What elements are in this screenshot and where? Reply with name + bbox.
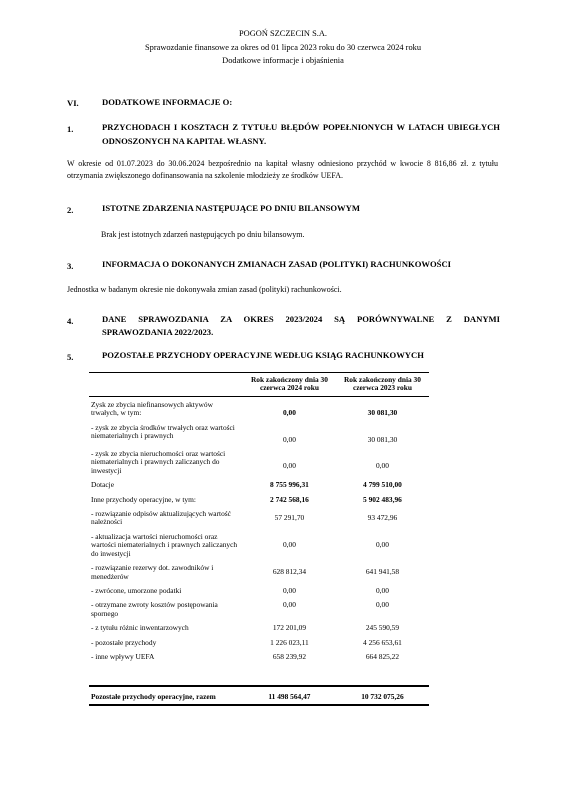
company-name: POGOŃ SZCZECIN S.A. bbox=[239, 29, 327, 38]
row-label: Dotacje bbox=[91, 480, 114, 490]
table-row bbox=[89, 481, 429, 495]
report-subtitle: Dodatkowe informacje i objaśnienia bbox=[222, 56, 344, 65]
section-3-title: INFORMACJA O DOKONANYCH ZMIANACH ZASAD (POLITYKI) RACHUNKOWOŚCI bbox=[102, 259, 452, 269]
table-row bbox=[89, 450, 429, 481]
row-value-2023: 93 472,96 bbox=[367, 513, 398, 523]
table-row bbox=[89, 533, 429, 564]
row-value-2023: 0,00 bbox=[375, 540, 389, 550]
row-label: - zysk ze zbycia środków trwałych oraz wartości niematerialnych i prawnych bbox=[91, 422, 235, 441]
table-header-row bbox=[89, 373, 429, 397]
section-1-text: W okresie od 01.07.2023 do 30.06.2024 bezpośrednio na kapitał własny odniesiono przychód w kwocie 8 816,86 zł. z tytułu otrzymania zwiększonego dofinansowania na szkolenie młodzieży ze środków UEFA. bbox=[67, 159, 498, 180]
row-label: - z tytułu różnic inwentarzowych bbox=[91, 623, 189, 633]
table-row bbox=[89, 496, 429, 510]
row-value-2024: 0,00 bbox=[282, 540, 296, 550]
row-value-2024: 57 291,70 bbox=[274, 513, 305, 523]
row-value-2023: 5 902 483,96 bbox=[363, 494, 402, 504]
row-label: Zysk ze zbycia niefinansowych aktywów trwałych, w tym: bbox=[91, 399, 213, 418]
row-value-2024: 0,00 bbox=[282, 600, 296, 610]
section-2-title: ISTOTNE ZDARZENIA NASTĘPUJĄCE PO DNIU BILANSOWYM bbox=[102, 203, 360, 213]
table-row bbox=[89, 396, 429, 423]
row-label: - zysk ze zbycia nieruchomości oraz wartości niematerialnych i prawnych zaliczanych do inwestycji bbox=[91, 449, 226, 475]
section-vi-title: DODATKOWE INFORMACJE O: bbox=[102, 97, 233, 107]
table-row bbox=[89, 653, 429, 686]
total-value-2024: 11 498 564,47 bbox=[243, 686, 336, 704]
table-row bbox=[89, 601, 429, 624]
row-value-2023: 245 590,59 bbox=[365, 623, 400, 633]
row-value-2023: 4 256 653,61 bbox=[363, 637, 402, 647]
row-label: - zwrócone, umorzone podatki bbox=[91, 585, 182, 595]
section-5-number: 5. bbox=[67, 352, 74, 362]
row-value-2024: 0,00 bbox=[282, 408, 296, 418]
row-label: - rozwiązanie odpisów aktualizujących wartość należności bbox=[91, 509, 231, 527]
total-label: Pozostałe przychody operacyjne, razem bbox=[89, 686, 243, 704]
row-value-2024: 172 201,09 bbox=[272, 623, 307, 633]
section-2-number: 2. bbox=[67, 205, 74, 215]
table-row bbox=[89, 564, 429, 587]
table-row bbox=[89, 639, 429, 653]
row-value-2024: 658 239,92 bbox=[272, 651, 307, 661]
table-header-2024: Rok zakończony dnia 30 czerwca 2024 roku bbox=[243, 373, 336, 397]
row-label: Inne przychody operacyjne, w tym: bbox=[91, 494, 196, 504]
section-4-number: 4. bbox=[67, 316, 74, 326]
section-5-title: POZOSTAŁE PRZYCHODY OPERACYJNE WEDŁUG KSIĄG RACHUNKOWYCH bbox=[102, 350, 424, 360]
row-value-2023: 641 941,58 bbox=[365, 567, 400, 577]
section-4-title-line2: SPRAWOZDANIA 2022/2023. bbox=[102, 327, 214, 337]
section-4-title-line1: DANE SPRAWOZDANIA ZA OKRES 2023/2024 SĄ PORÓWNYWALNE Z DANYMI bbox=[102, 314, 500, 324]
row-value-2024: 2 742 568,16 bbox=[270, 494, 309, 504]
section-1-number: 1. bbox=[67, 124, 74, 134]
table-row bbox=[89, 424, 429, 450]
table-row bbox=[89, 510, 429, 533]
row-value-2023: 4 799 510,00 bbox=[363, 480, 402, 490]
other-operating-income-table bbox=[89, 372, 429, 706]
table-total-row bbox=[89, 686, 429, 704]
section-2-text: Brak jest istotnych zdarzeń następujących po dniu bilansowym. bbox=[101, 230, 305, 239]
section-3-number: 3. bbox=[67, 261, 74, 271]
section-1-title: PRZYCHODACH I KOSZTACH Z TYTUŁU BŁĘDÓW POPEŁNIONYCH W LATACH UBIEGŁYCH ODNOSZONYCH NA KAPITAŁ WŁASNY. bbox=[102, 122, 500, 146]
row-value-2023: 0,00 bbox=[375, 461, 389, 471]
row-value-2024: 628 812,34 bbox=[272, 567, 307, 577]
row-value-2023: 0,00 bbox=[375, 600, 389, 610]
table-row bbox=[89, 587, 429, 601]
row-value-2024: 0,00 bbox=[282, 434, 296, 444]
table-header-label bbox=[89, 373, 243, 397]
row-value-2023: 30 081,30 bbox=[367, 408, 398, 418]
row-label: - otrzymane zwroty kosztów postępowania spornego bbox=[91, 600, 218, 618]
row-value-2023: 30 081,30 bbox=[367, 434, 398, 444]
row-value-2024: 1 226 023,11 bbox=[270, 637, 309, 647]
total-value-2023: 10 732 075,26 bbox=[336, 686, 429, 704]
row-value-2023: 664 825,22 bbox=[365, 651, 400, 661]
table-row bbox=[89, 624, 429, 638]
row-value-2024: 0,00 bbox=[282, 461, 296, 471]
row-label: - pozostałe przychody bbox=[91, 637, 157, 647]
report-period: Sprawozdanie finansowe za okres od 01 lipca 2023 roku do 30 czerwca 2024 roku bbox=[144, 43, 422, 52]
row-label: - inne wpływy UEFA bbox=[91, 651, 155, 661]
row-value-2024: 8 755 996,31 bbox=[270, 480, 309, 490]
row-value-2023: 0,00 bbox=[375, 585, 389, 595]
table-header-2023: Rok zakończony dnia 30 czerwca 2023 roku bbox=[336, 373, 429, 397]
section-3-text: Jednostka w badanym okresie nie dokonywała zmian zasad (polityki) rachunkowości. bbox=[67, 285, 342, 294]
row-label: - rozwiązanie rezerwy dot. zawodników i menedżerów bbox=[91, 563, 214, 581]
row-value-2024: 0,00 bbox=[282, 585, 296, 595]
row-label: - aktualizacja wartości nieruchomości oraz wartości niematerialnych i prawnych zaliczanych do inwestycji bbox=[91, 531, 238, 558]
section-vi-number: VI. bbox=[67, 98, 79, 108]
